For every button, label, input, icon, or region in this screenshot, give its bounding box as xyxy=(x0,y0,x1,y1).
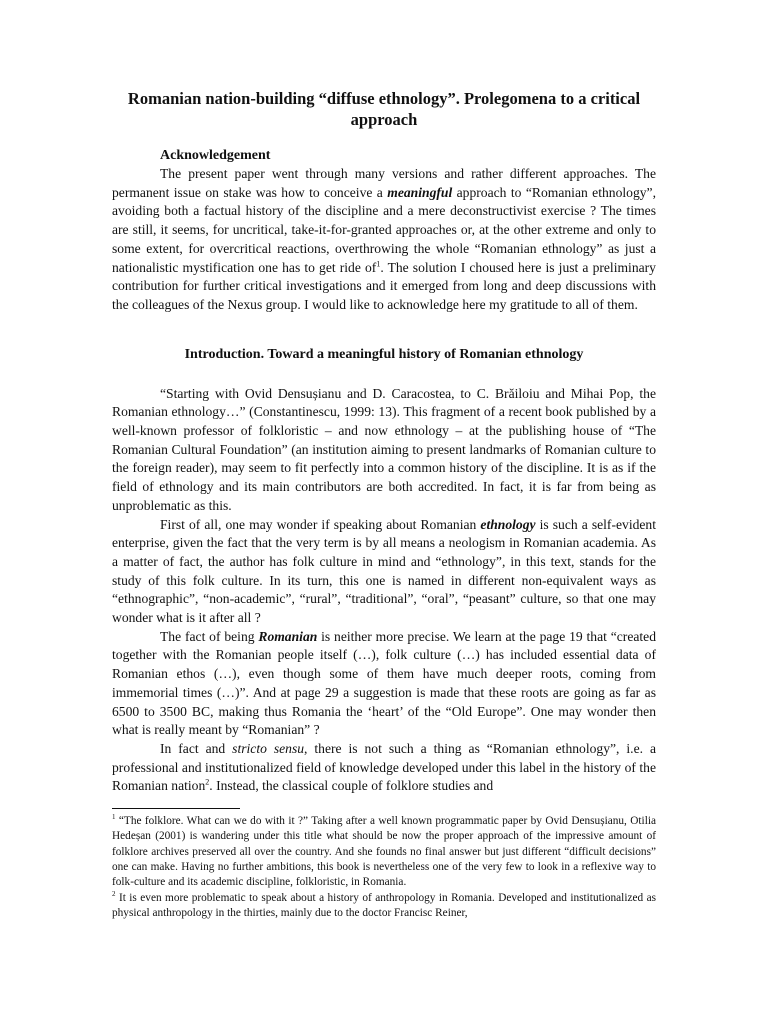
text-run: First of all, one may wonder if speaking about Romanian xyxy=(160,516,481,532)
footnote-ref[interactable]: 2 xyxy=(205,777,210,787)
intro-paragraph-3 xyxy=(112,628,656,740)
text-run: is such a self-evident enterprise, given the fact that the very term is by all means a neologism in Romanian academia. As a matter of fact, the author has folk culture in mind and “ethnology”, in this text, stands for the study of this folk culture. In its turn, this one is named in different non-equivalent ways as “ethnographic”, “non-academic”, “rural”, “traditional”, “oral”, “peasant” culture, so that one may wonder what is it after all ? xyxy=(112,516,656,626)
footnote-2 xyxy=(112,891,656,922)
introduction-heading: Introduction. Toward a meaningful history of Romanian ethnology xyxy=(184,346,584,362)
text-run: is neither more precise. We learn at the page 19 that “created together with the Romanian people itself (…), folk culture (…) has included essential data of Romanian ethos (…), even though some of them have much deeper roots, coming from immemorial times (…)”. And at page 29 a suggestion is made that these roots are going as far as 6500 to 3500 BC, making thus Romania the ‘heart’ of the “Old Europe”. One may wonder then what is really meant by “Romanian” ? xyxy=(112,628,656,738)
document-page xyxy=(112,88,656,921)
footnote-1 xyxy=(112,814,656,890)
intro-paragraph-2 xyxy=(112,516,656,628)
text-run: In fact and xyxy=(160,740,233,756)
emphasis: Romanian xyxy=(258,628,318,644)
text-run: . The solution I choused here is just a preliminary contribution for further critical investigations and it emerged from long and deep discussions with the colleagues of the Nexus group. I would like to acknowledge here my gratitude to all of them. xyxy=(112,259,656,312)
text-run: approach to “Romanian ethnology”, avoiding both a factual history of the discipline and a mere deconstructivist exercise ? The times are still, it seems, for uncritical, take-it-for-granted approaches or, at the other extreme and only to some extent, for overcritical reactions, overthrowing the whole “Romanian ethnology” as just a nationalistic mystification one has to get ride of xyxy=(112,184,656,275)
intro-paragraph-4 xyxy=(112,740,656,796)
acknowledgement-heading: Acknowledgement xyxy=(160,148,271,163)
footnote-text: “The folklore. What can we do with it ?” Taking after a well known programmatic paper by Ovid Densușianu, Otilia Hedeșan (2001) is wandering under this title what should be now the proper approach of the impressive amount of folklore archives preserved all over the country. And she founds no final answer but just different “difficult decisions” one can make. Having no further ambitions, this book is nevertheless one of the very few to look in a reflexive way to folk-culture and its academic discipline, folkloristic, in Romania. xyxy=(112,815,656,889)
text-run: The fact of being xyxy=(160,628,259,644)
footnote-ref[interactable]: 1 xyxy=(376,258,381,268)
emphasis: ethnology xyxy=(480,516,536,532)
emphasis: stricto sensu xyxy=(232,740,305,756)
footnote-number: 2 xyxy=(112,889,116,898)
text-run: The present paper went through many versions and rather different approaches. The permanent issue on stake was how to conceive a xyxy=(112,166,656,200)
intro-paragraph-1: “Starting with Ovid Densușianu and D. Caracostea, to C. Brăiloiu and Mihai Pop, the Romanian ethnology…” (Constantinescu, 1999: 13). This fragment of a recent book published by a well-known professor of folkloristic – and now ethnology – at the publishing house of “The Romanian Cultural Foundation” (an institution aiming to present landmarks of Romanian culture to the foreign reader), may seem to fit perfectly into a common history of the discipline. It is as if the field of ethnology and its main contributors are both accredited. In fact, it is far from being as unproblematic as this. xyxy=(112,385,656,513)
acknowledgement-paragraph xyxy=(112,165,656,315)
footnote-text: It is even more problematic to speak about a history of anthropology in Romania. Developed and institutionalized as physical anthropology in the thirties, mainly due to the doctor Francisc Reiner, xyxy=(112,891,656,919)
footnote-number: 1 xyxy=(112,813,116,822)
text-run: , there is not such a thing as “Romanian ethnology”, i.e. a professional and institutionalized field of knowledge developed under this label in the history of the Romanian nation xyxy=(112,740,656,794)
text-run: . Instead, the classical couple of folklore studies and xyxy=(209,778,494,794)
document-title: Romanian nation-building “diffuse ethnology”. Prolegomena to a critical approach xyxy=(127,89,641,129)
emphasis: meaningful xyxy=(387,184,453,200)
footnote-separator xyxy=(112,808,240,809)
